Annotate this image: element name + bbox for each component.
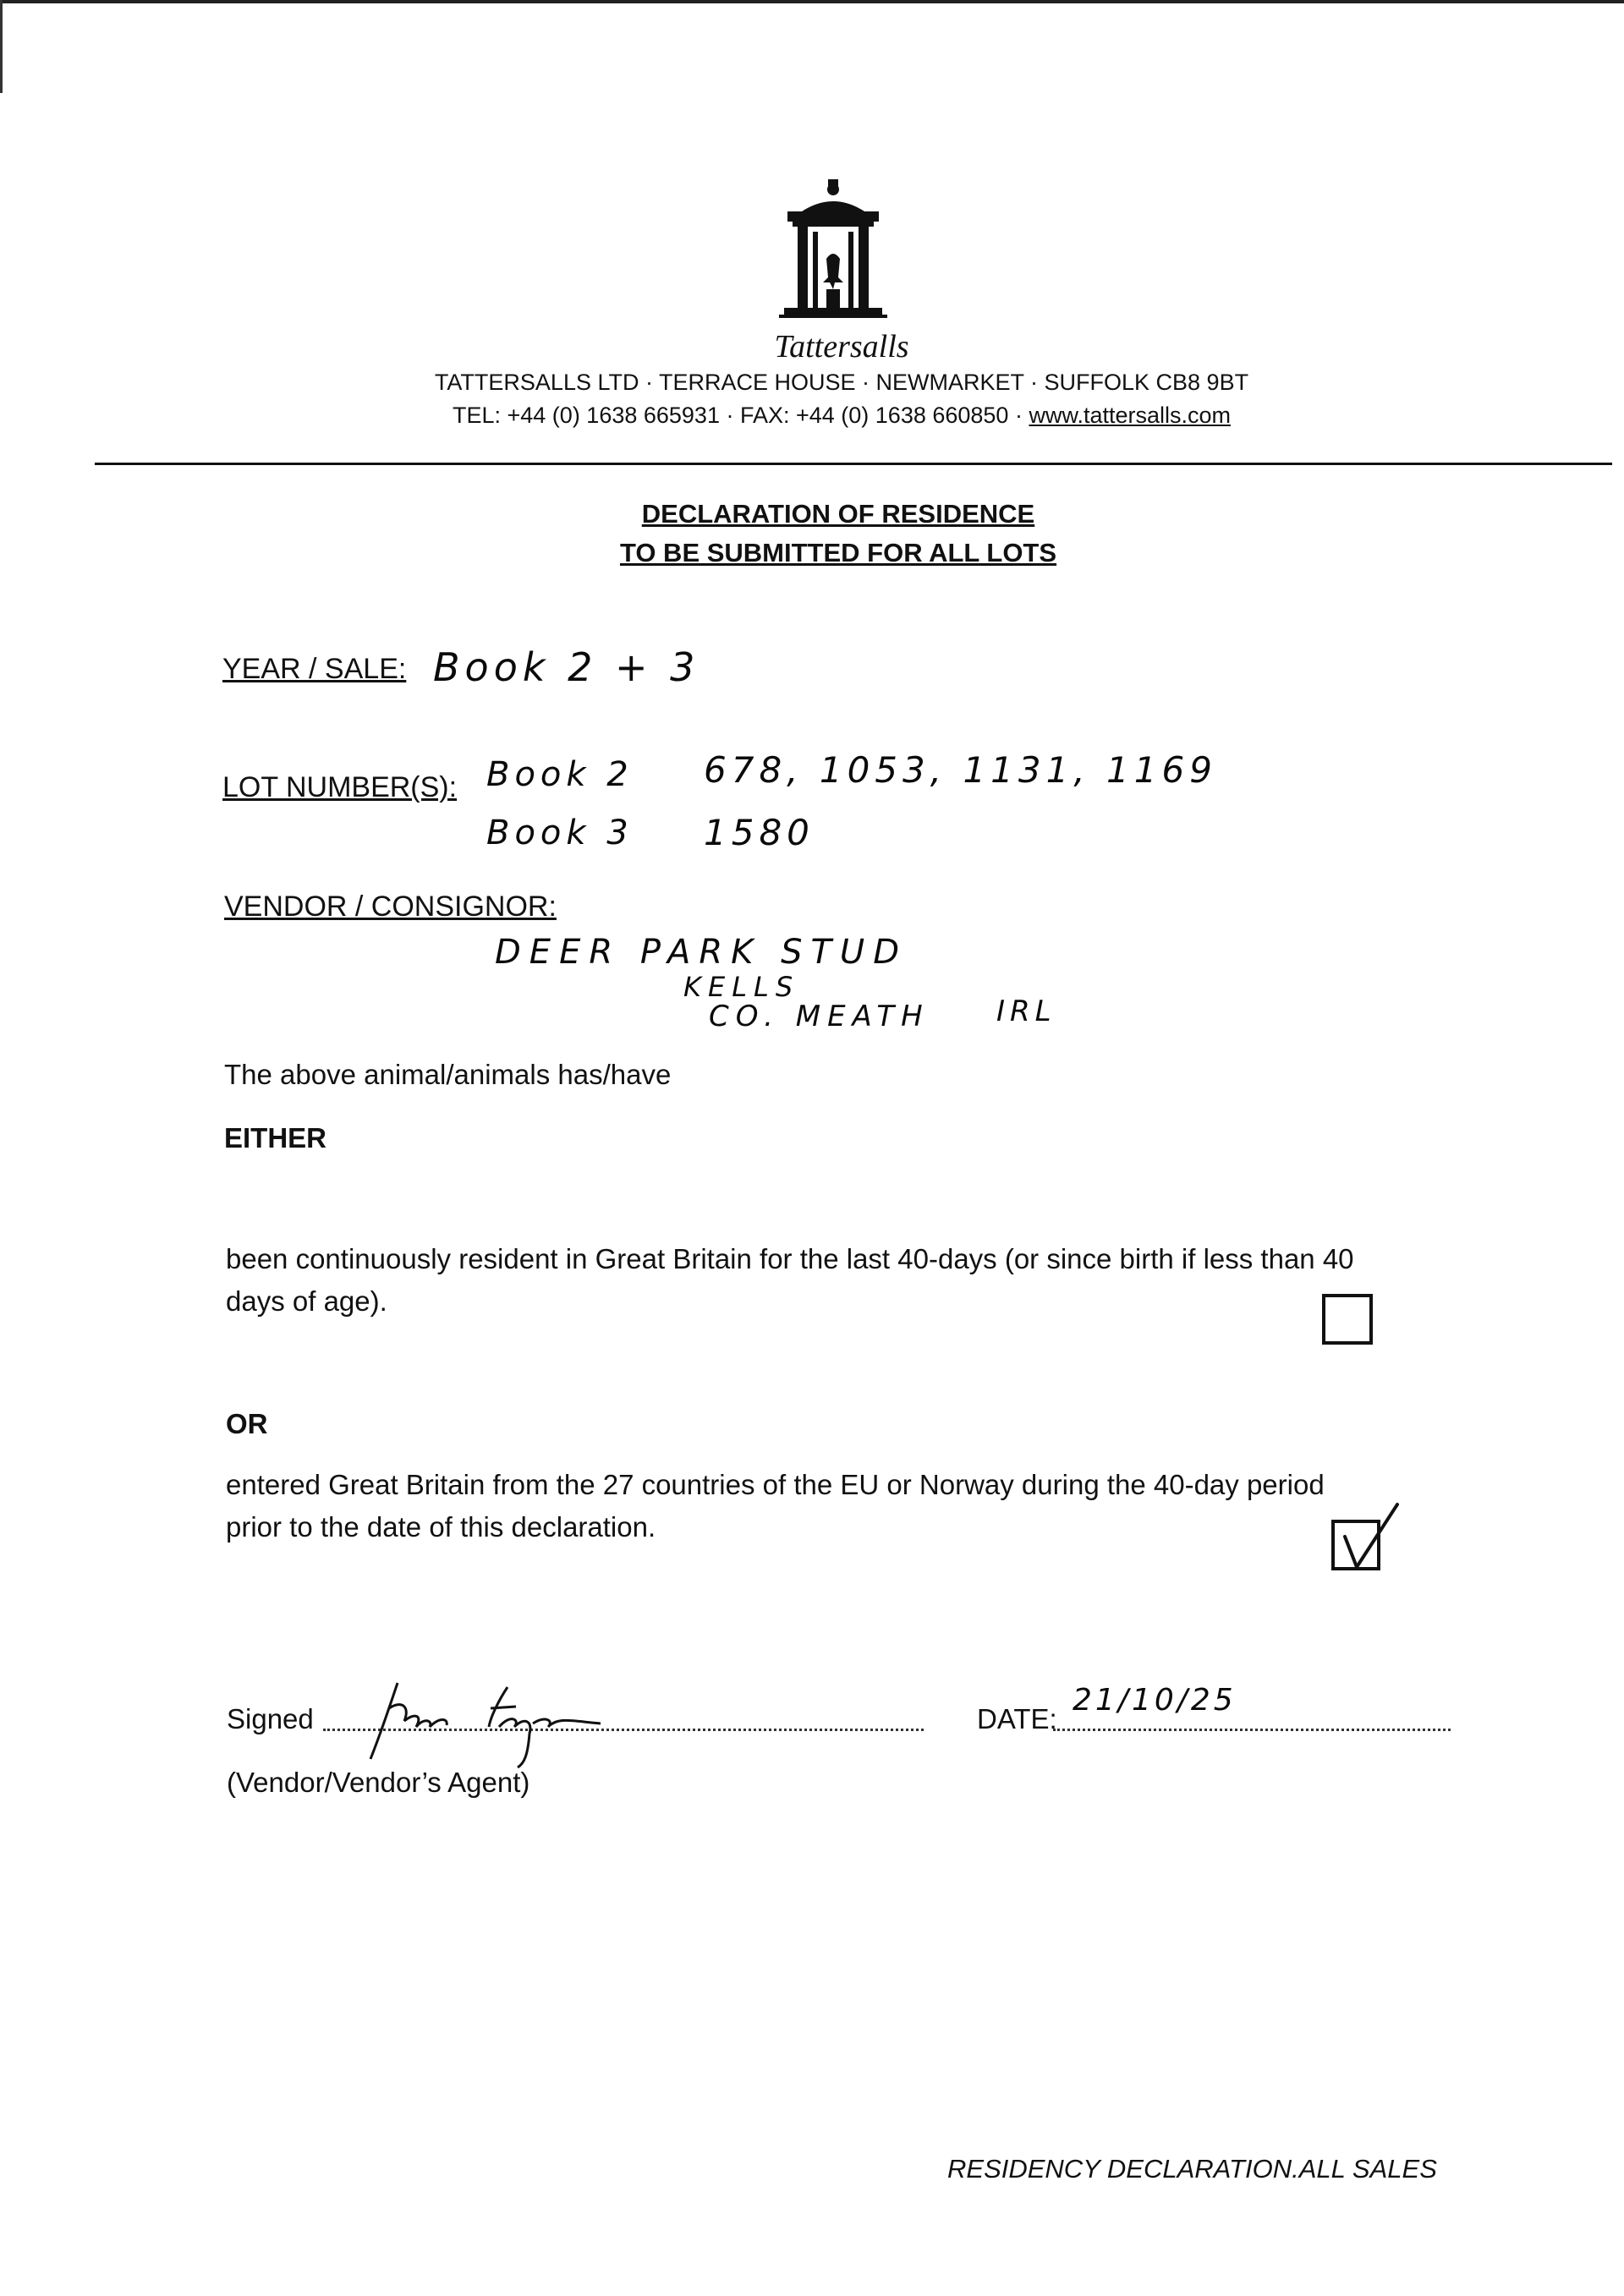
brand-name: Tattersalls xyxy=(774,329,909,364)
signature-scribble[interactable] xyxy=(364,1674,634,1767)
header-divider xyxy=(95,463,1612,465)
option2-text-line1: entered Great Britain from the 27 countries of the EU or Norway during the 40-day period xyxy=(226,1469,1325,1500)
lot-book2-value[interactable]: 678, 1053, 1131, 1169 xyxy=(704,749,1217,791)
agent-label: (Vendor/Vendor’s Agent) xyxy=(227,1767,530,1798)
page-subtitle: TO BE SUBMITTED FOR ALL LOTS xyxy=(619,538,1057,567)
vendor-name[interactable]: DEER PARK STUD xyxy=(495,933,908,972)
lot-book2-label[interactable]: Book 2 xyxy=(486,755,634,794)
option1-text-line2: days of age). xyxy=(226,1285,387,1317)
option2-text-line2: prior to the date of this declaration. xyxy=(226,1511,656,1543)
contact-line xyxy=(0,403,1624,429)
footer-text: RESIDENCY DECLARATION.ALL SALES xyxy=(947,2154,1437,2184)
vendor-country[interactable]: IRL xyxy=(996,995,1056,1028)
option1-text-line1: been continuously resident in Great Britain for the last 40-days (or since birth if less than 40 xyxy=(226,1243,1354,1274)
date-label: DATE: xyxy=(977,1703,1057,1734)
scan-edge-left xyxy=(0,0,3,93)
year-sale-value[interactable]: Book 2 + 3 xyxy=(433,644,700,690)
page-title: DECLARATION OF RESIDENCE xyxy=(641,499,1035,529)
date-value[interactable]: 21/10/25 xyxy=(1073,1683,1237,1718)
year-sale-label: YEAR / SALE: xyxy=(222,653,407,685)
either-heading: EITHER xyxy=(224,1122,327,1153)
website-link[interactable]: www.tattersalls.com xyxy=(1029,403,1232,428)
lot-book3-value[interactable]: 1580 xyxy=(704,812,815,853)
option2-checkbox[interactable] xyxy=(1331,1520,1380,1570)
vendor-town[interactable]: KELLS xyxy=(683,971,800,1003)
rotunda-statue-logo-icon xyxy=(765,178,901,330)
vendor-label: VENDOR / CONSIGNOR: xyxy=(224,890,557,923)
lot-book3-label[interactable]: Book 3 xyxy=(486,814,634,852)
signed-label: Signed xyxy=(227,1703,314,1734)
vendor-county[interactable]: CO. MEATH xyxy=(709,1000,930,1033)
lot-numbers-label: LOT NUMBER(S): xyxy=(222,771,458,803)
checkmark-icon xyxy=(1331,1498,1399,1565)
option1-checkbox[interactable] xyxy=(1322,1294,1373,1345)
statement-intro: The above animal/animals has/have xyxy=(224,1059,672,1090)
address-line: TATTERSALLS LTD · TERRACE HOUSE · NEWMARKET · SUFFOLK CB8 9BT xyxy=(434,370,1249,395)
or-heading: OR xyxy=(226,1408,268,1439)
contact-numbers: TEL: +44 (0) 1638 665931 · FAX: +44 (0) 1638 660850 · xyxy=(452,403,1029,428)
scan-edge-top xyxy=(0,0,1624,3)
date-line xyxy=(1053,1729,1451,1731)
